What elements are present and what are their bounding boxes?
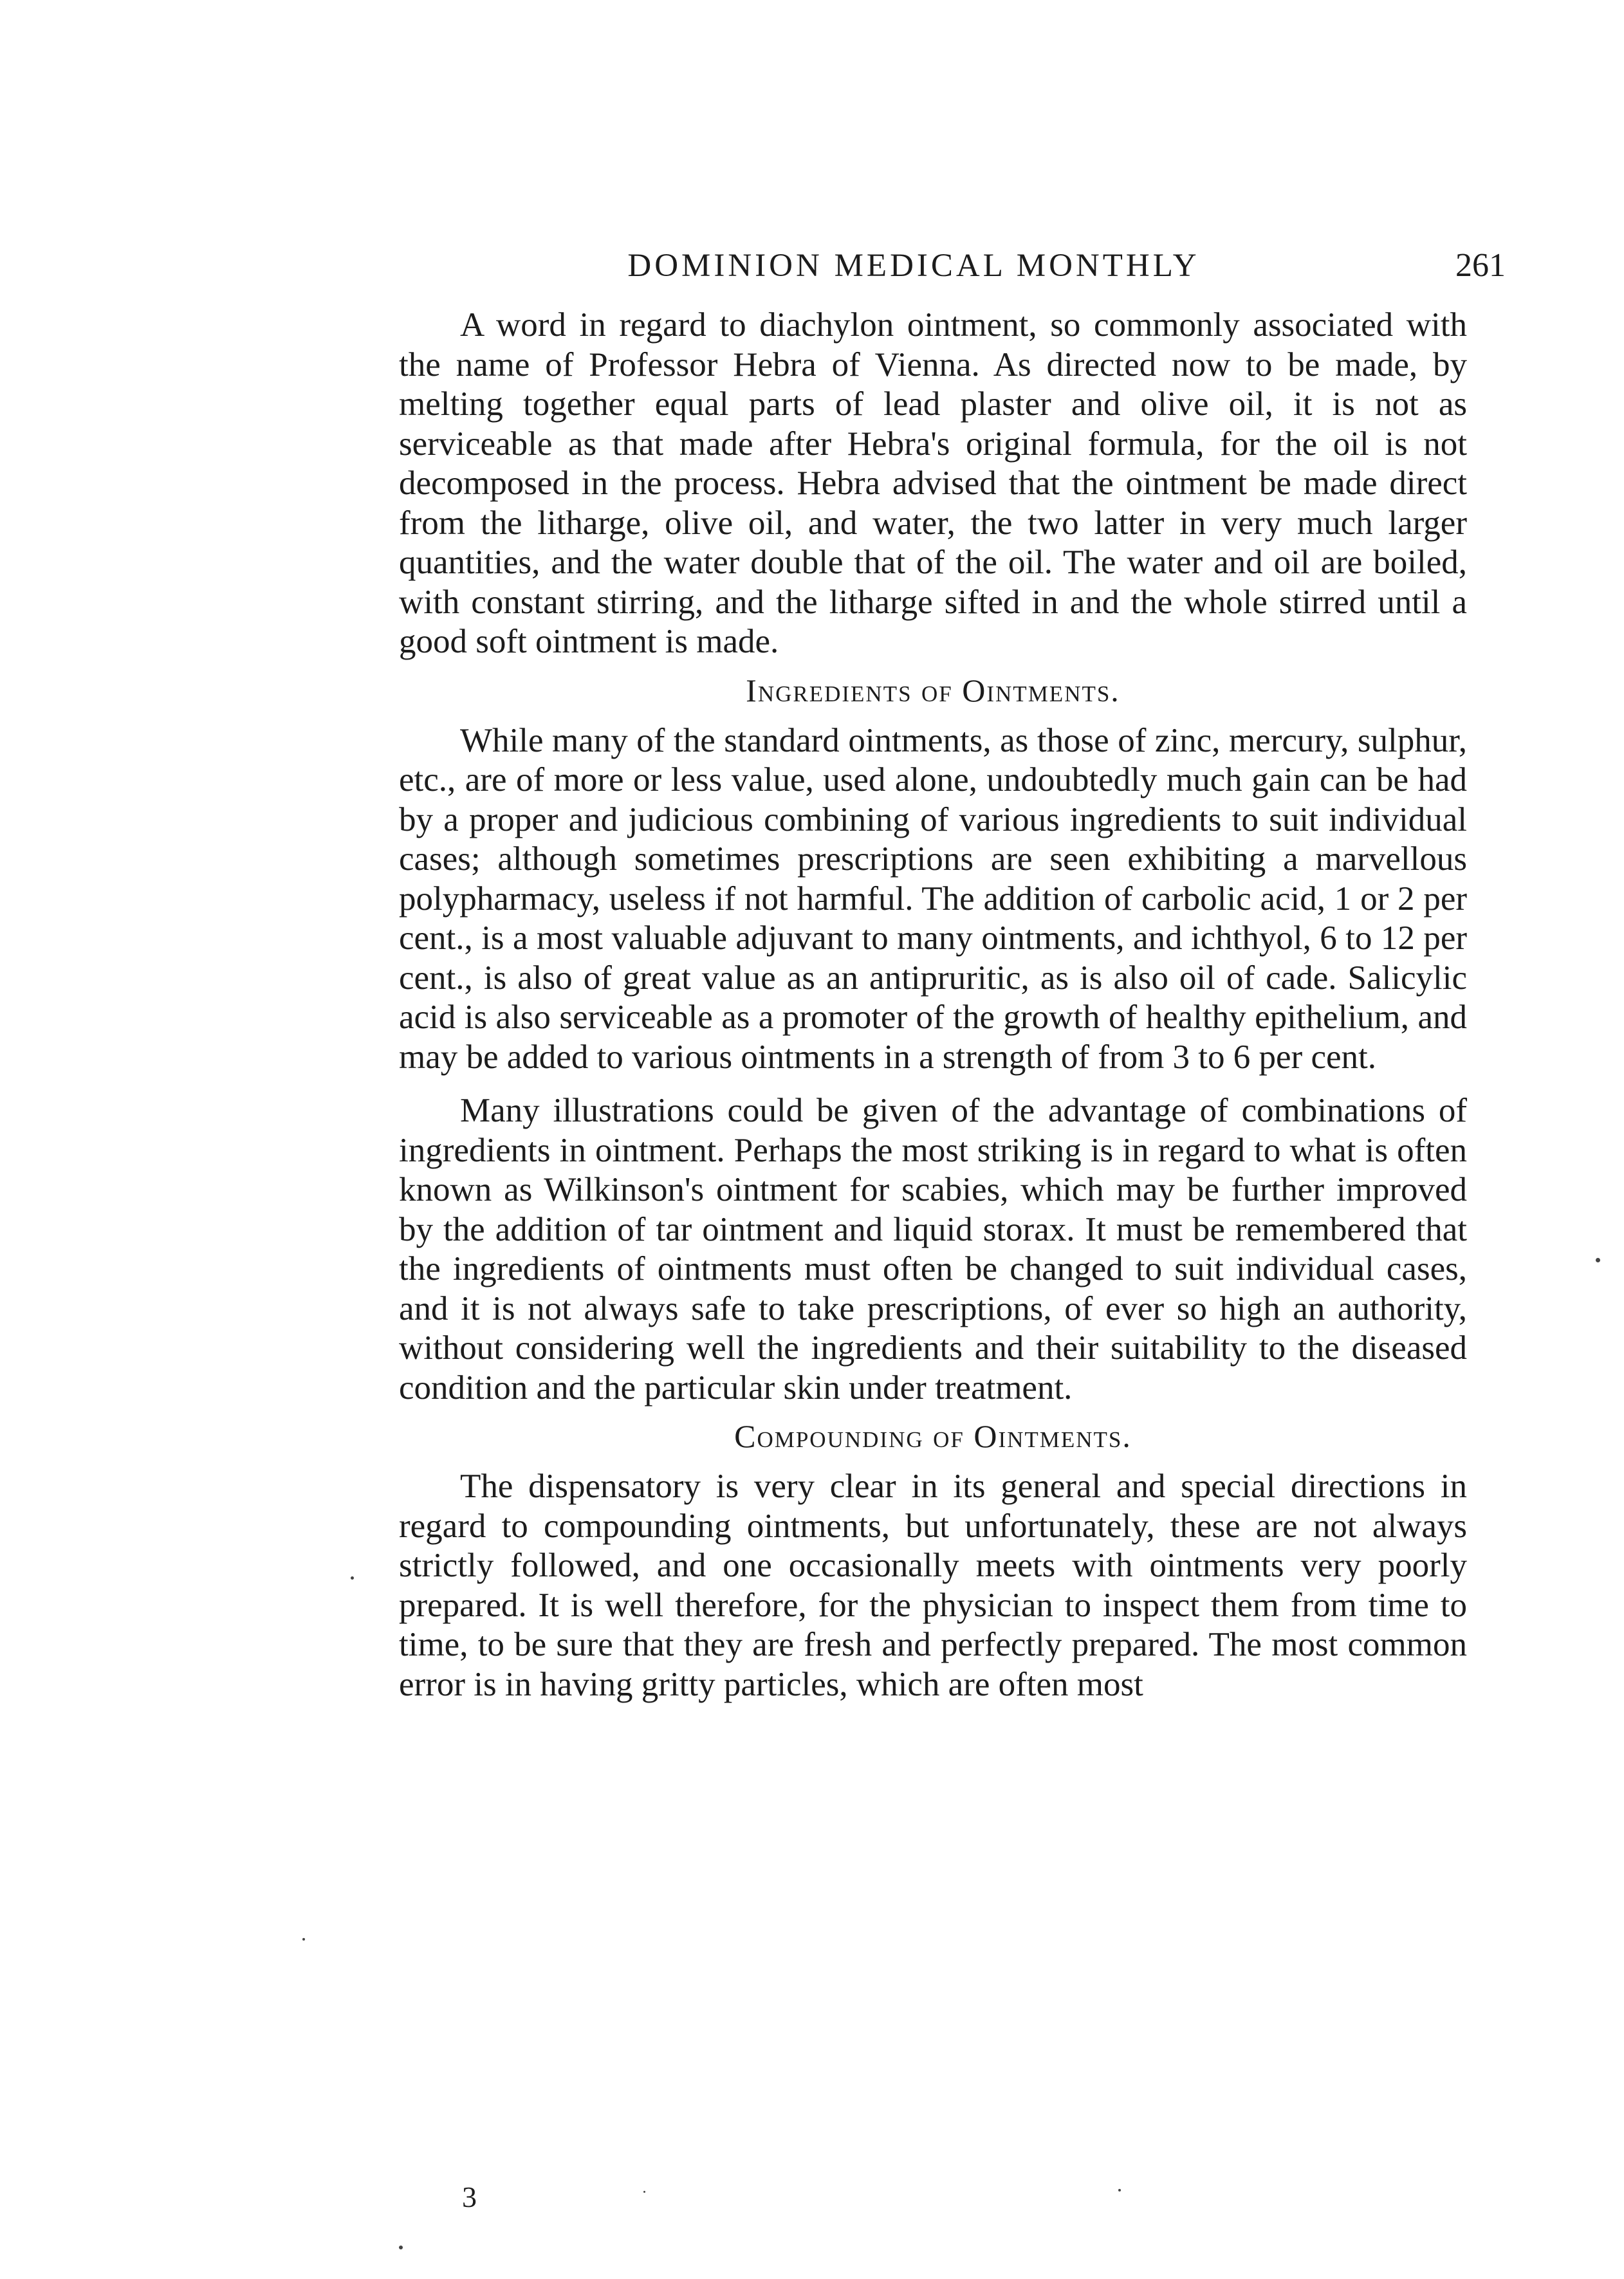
ink-speck xyxy=(643,2191,645,2193)
paragraph-diachylon: A word in regard to diachylon ointment, so commonly associated with the name of Professor Hebra of Vienna. As directed now to be made, by melting together equal parts of lead plaster and olive oil, it is not as serviceable as that made after Hebra's original formula, for the oil is not decomposed in the process. Hebra advised that the ointment be made direct from the litharge, olive oil, and water, the two latter in very much larger quantities, and the water double that of the oil. The water and oil are boiled, with constant stirring, and the litharge sifted in and the whole stirred until a good soft ointment is made. xyxy=(399,306,1467,660)
article-body xyxy=(399,306,1467,1704)
running-head xyxy=(399,243,1506,288)
ink-speck xyxy=(1596,1258,1600,1262)
signature-mark: 3 xyxy=(462,2181,477,2213)
paragraph-standard-ointments: While many of the standard ointments, as those of zinc, mercury, sulphur, etc., are of more or less value, used alone, undoubtedly much gain can be had by a proper and judicious combining of various ingredients to suit individual cases; although sometimes prescriptions are seen exhibiting a marvellous polypharmacy, useless if not harmful. The addition of carbolic acid, 1 or 2 per cent., is a most valuable adjuvant to many ointments, and ichthyol, 6 to 12 per cent., is also of great value as an antipruritic, as is also oil of cade. Salicylic acid is also serviceable as a promoter of the growth of healthy epithelium, and may be added to various ointments in a strength of from 3 to 6 per cent. xyxy=(399,721,1467,1076)
heading-ingredients: Ingredients of Ointments. xyxy=(746,672,1120,708)
ink-speck xyxy=(351,1576,354,1580)
ink-speck xyxy=(1118,2189,1121,2191)
paragraph-combinations: Many illustrations could be given of the advantage of combinations of ingredients in ointment. Perhaps the most striking is in regard to what is often known as Wilkinson's ointment for scabies, which may be further improved by the addition of tar ointment and liquid storax. It must be remembered that the ingredients of ointments must often be changed to suit individual cases, and it is not always safe to take prescriptions, of ever so high an authority, without considering well the ingredients and their suitability to the diseased condition and the particular skin under treatment. xyxy=(399,1092,1467,1407)
page-number: 261 xyxy=(1455,247,1506,284)
journal-title: DOMINION MEDICAL MONTHLY xyxy=(627,248,1200,284)
paragraph-dispensatory: The dispensatory is very clear in its general and special directions in regard to compounding ointments, but unfortunately, these are not always strictly followed, and one occasionally meets with ointments very poorly prepared. It is well therefore, for the physician to inspect them from time to time, to be sure that they are fresh and perfectly prepared. The most common error is in having gritty particles, which are often most xyxy=(399,1468,1467,1703)
ink-speck xyxy=(399,2246,403,2249)
heading-compounding: Compounding of Ointments. xyxy=(734,1418,1132,1454)
ink-speck xyxy=(302,1938,305,1941)
